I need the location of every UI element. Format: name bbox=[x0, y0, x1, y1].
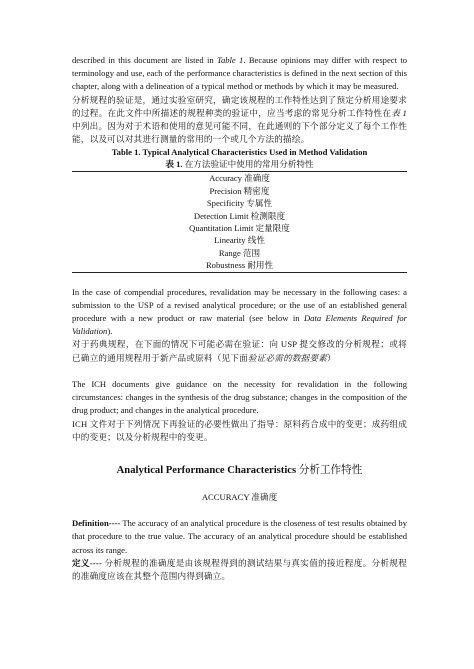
table-row bbox=[72, 185, 407, 197]
table-row bbox=[72, 247, 407, 259]
definition-paragraph-en bbox=[72, 517, 407, 557]
revalidation-paragraph-cn bbox=[72, 338, 407, 364]
text-span: 对于药典规程，在下面的情况下可能必需在验证：向 USP 提交修改的分析规程；或将已确立的通用规程用于新产品或原料（见下面 bbox=[72, 339, 407, 363]
ich-paragraph-en: The ICH documents give guidance on the necessity for revalidation in the following circumstances: changes in the synthesis of the drug substance; changes in the composition of the drug product; and changes in the analytical procedure. bbox=[72, 378, 407, 416]
section-reference: 验证必需的数据要素 bbox=[247, 352, 328, 363]
table-cell: Range 范围 bbox=[218, 247, 261, 258]
text-span: 在方法验证中使用的常用分析特性 bbox=[182, 159, 314, 170]
table-cell: Robustness 耐用性 bbox=[72, 259, 407, 272]
definition-label: Definition---- bbox=[72, 518, 121, 529]
table-row bbox=[72, 197, 407, 209]
section-title-cn: 分析工作特性 bbox=[296, 464, 363, 476]
table-cell: Detection Limit 检测限度 bbox=[193, 210, 286, 221]
accuracy-subheading: ACCURACY 准确度 bbox=[201, 491, 278, 502]
ich-paragraph-cn: ICH 文件对于下列情况下再验证的必要性做出了指导：原料药合成中的变更；成药组成中的变更；以及分析规程中的变更。 bbox=[72, 418, 407, 442]
table-title-cn bbox=[72, 158, 407, 170]
table-row bbox=[72, 234, 407, 246]
revalidation-paragraph-en bbox=[72, 286, 407, 339]
section-reference: Data Elements Required for Validation bbox=[72, 313, 407, 337]
table-cell: Precision 精密度 bbox=[209, 185, 270, 196]
text-span: 分析规程的准确度是由该规程得到的测试结果与真实值的接近程度。分析规程的准确度应该在其整个范围内得到确立。 bbox=[72, 557, 407, 581]
table-cell: Quantitation Limit 定量限度 bbox=[189, 223, 290, 234]
table-cell: Accuracy 准确度 bbox=[72, 172, 407, 185]
intro-paragraph-en bbox=[72, 54, 407, 94]
table-cell: Specificity 专属性 bbox=[206, 198, 273, 209]
text-span: ） bbox=[327, 352, 336, 363]
text-span: . Because opinions may differ with respect to terminology and use, each of the performance characteristics is defined in the next section of this chapter, along with a delineation of a typical method or methods by which it may be measured. bbox=[72, 55, 407, 92]
section-title bbox=[72, 464, 407, 478]
table-row bbox=[72, 222, 407, 234]
text-span: 中列出。因为对于术语和使用的意见可能不同，在此通则的下个部分定义了每个工作性能，以及可以对其进行测量的常用的一个或几个方法的描绘。 bbox=[72, 121, 407, 145]
table-row bbox=[72, 259, 407, 272]
characteristics-table bbox=[72, 171, 407, 272]
section-title-en: Analytical Performance Characteristics bbox=[116, 464, 297, 476]
table-row bbox=[72, 172, 407, 185]
definition-label: 定义---- bbox=[72, 557, 103, 568]
text-span: 分析规程的验证是，通过实验室研究，确定该规程的工作特性达到了预定分析用途要求的过程。在此文件中所描述的规程种类的验证中，应当考虑的常见分析工作特性在 bbox=[72, 94, 407, 118]
table-row bbox=[72, 210, 407, 222]
definition-paragraph-cn bbox=[72, 557, 407, 583]
table-cell: Linearity 线性 bbox=[214, 235, 265, 246]
table-reference: 表 1 bbox=[391, 107, 408, 118]
text-span: In the case of compendial procedures, revalidation may be necessary in the following cases: a submission to the USP of a revised analytical procedure; or the use of an established general procedure with a new product or raw material (see below in bbox=[72, 286, 407, 324]
text-span: ). bbox=[107, 326, 113, 337]
text-span: The accuracy of an analytical procedure is the closeness of test results obtained by that procedure to the true value. The accuracy of an analytical procedure should be established across its range. bbox=[72, 518, 407, 555]
table-reference: Table 1 bbox=[216, 55, 244, 65]
document-page bbox=[72, 54, 407, 583]
intro-paragraph-cn bbox=[72, 94, 407, 147]
table-number: 表 1. bbox=[165, 159, 183, 170]
table-title-en: Table 1. Typical Analytical Characteristics Used in Method Validation bbox=[111, 147, 368, 158]
text-span: described in this document are listed in bbox=[72, 55, 217, 65]
